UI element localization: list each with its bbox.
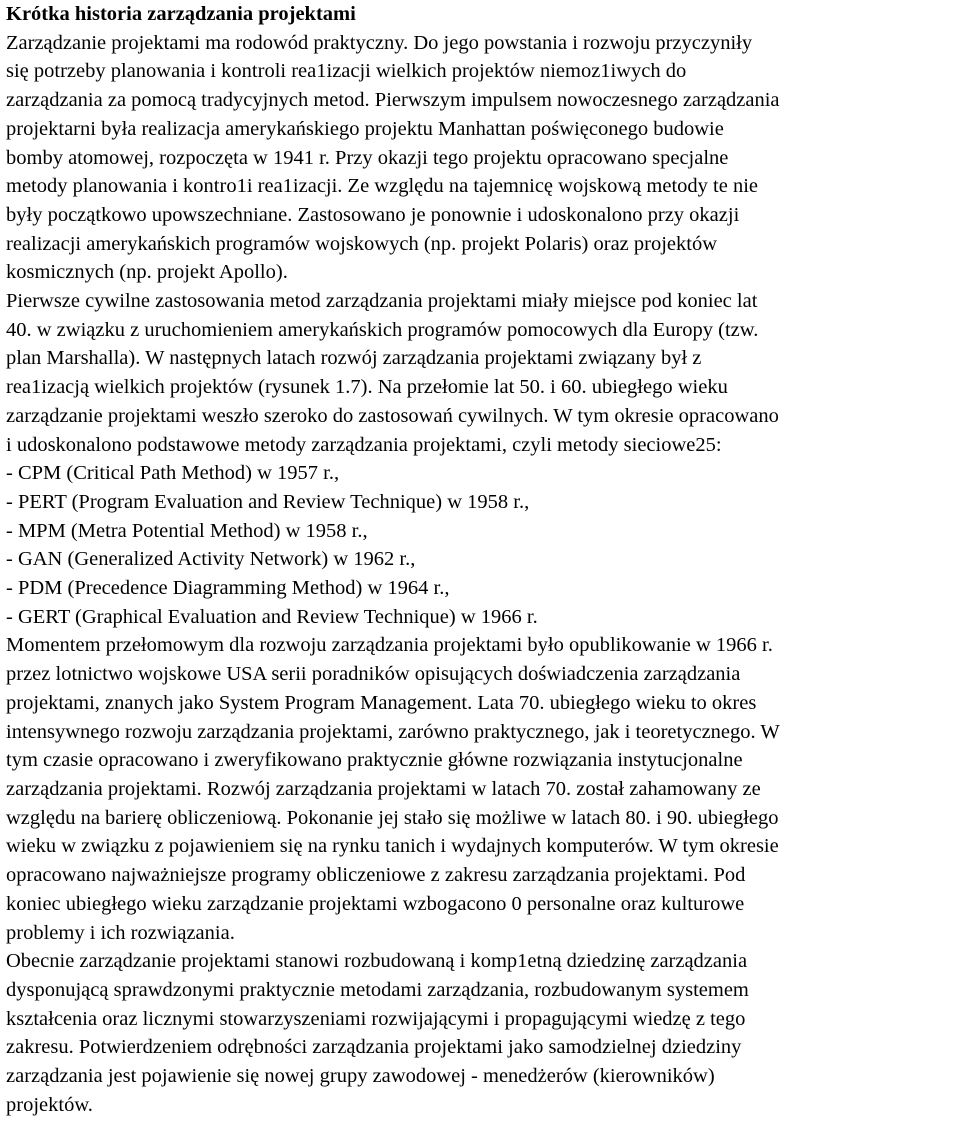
- text-line: problemy i ich rozwiązania.: [6, 921, 235, 944]
- text-line: Obecnie zarządzanie projektami stanowi rozbudowaną i komp1etną dziedzinę zarządzania: [6, 950, 748, 973]
- text-line: - PDM (Precedence Diagramming Method) w 1964 r.,: [6, 577, 450, 600]
- text-line: się potrzeby planowania i kontroli rea1izacji wielkich projektów niemoz1iwych do: [6, 60, 687, 83]
- text-line: koniec ubiegłego wieku zarządzanie projektami wzbogacono 0 personalne oraz kulturowe: [6, 892, 745, 915]
- document-page: [6, 0, 958, 1119]
- text-line: projektów.: [6, 1093, 93, 1116]
- text-line: projektarni była realizacja amerykańskiego projektu Manhattan poświęconego budowie: [6, 117, 724, 140]
- text-line: projektami, znanych jako System Program Management. Lata 70. ubiegłego wieku to okres: [6, 691, 757, 714]
- text-line: wieku w związku z pojawieniem się na rynku tanich i wydajnych komputerów. W tym okresie: [6, 835, 779, 858]
- text-line: były początkowo upowszechniane. Zastosowano je ponownie i udoskonalono przy okazji: [6, 203, 740, 226]
- text-line: - PERT (Program Evaluation and Review Technique) w 1958 r.,: [6, 490, 530, 513]
- text-line: 40. w związku z uruchomieniem amerykańskich programów pomocowych dla Europy (tzw.: [6, 318, 759, 341]
- text-line: - GERT (Graphical Evaluation and Review Technique) w 1966 r.: [6, 605, 538, 628]
- text-line: kształcenia oraz licznymi stowarzyszeniami rozwijającymi i propagującymi wiedzę z tego: [6, 1007, 746, 1030]
- document-title: Krótka historia zarządzania projektami: [6, 3, 356, 25]
- text-line: dysponującą sprawdzonymi praktycznie metodami zarządzania, rozbudowanym systemem: [6, 978, 749, 1001]
- document-body: [6, 29, 958, 1120]
- text-line: bomby atomowej, rozpoczęta w 1941 r. Przy okazji tego projektu opracowano specjalne: [6, 146, 729, 169]
- text-line: tym czasie opracowano i zweryfikowano praktycznie główne rozwiązania instytucjonalne: [6, 749, 743, 772]
- text-line: Momentem przełomowym dla rozwoju zarządzania projektami było opublikowanie w 1966 r.: [6, 634, 773, 657]
- text-line: - MPM (Metra Potential Method) w 1958 r.,: [6, 519, 368, 542]
- text-line: kosmicznych (np. projekt Apollo).: [6, 261, 288, 284]
- text-line: metody planowania i kontro1i rea1izacji. Ze względu na tajemnicę wojskową metody te nie: [6, 175, 758, 198]
- text-line: - GAN (Generalized Activity Network) w 1962 r.,: [6, 548, 416, 571]
- text-line: przez lotnictwo wojskowe USA serii poradników opisujących doświadczenia zarządzania: [6, 663, 741, 686]
- text-line: realizacji amerykańskich programów wojskowych (np. projekt Polaris) oraz projektów: [6, 232, 718, 255]
- text-line: rea1izacją wielkich projektów (rysunek 1.7). Na przełomie lat 50. i 60. ubiegłego wieku: [6, 376, 728, 399]
- text-line: Pierwsze cywilne zastosowania metod zarządzania projektami miały miejsce pod koniec lat: [6, 290, 758, 313]
- text-line: opracowano najważniejsze programy obliczeniowe z zakresu zarządzania projektami. Pod: [6, 864, 746, 887]
- text-line: zarządzania jest pojawienie się nowej grupy zawodowej - menedżerów (kierowników): [6, 1065, 715, 1088]
- text-line: zakresu. Potwierdzeniem odrębności zarządzania projektami jako samodzielnej dziedziny: [6, 1036, 742, 1059]
- text-line: intensywnego rozwoju zarządzania projektami, zarówno praktycznego, jak i teoretycznego. W: [6, 720, 780, 743]
- text-line: zarządzania projektami. Rozwój zarządzania projektami w latach 70. został zahamowany ze: [6, 777, 761, 800]
- text-line: względu na barierę obliczeniową. Pokonanie jej stało się możliwe w latach 80. i 90. ubiegłego: [6, 806, 779, 829]
- text-line: plan Marshalla). W następnych latach rozwój zarządzania projektami związany był z: [6, 347, 702, 370]
- text-line: i udoskonalono podstawowe metody zarządzania projektami, czyli metody sieciowe25:: [6, 433, 722, 456]
- text-line: Zarządzanie projektami ma rodowód praktyczny. Do jego powstania i rozwoju przyczyniły: [6, 31, 753, 54]
- text-line: zarządzania za pomocą tradycyjnych metod. Pierwszym impulsem nowoczesnego zarządzania: [6, 89, 780, 112]
- text-line: - CPM (Critical Path Method) w 1957 r.,: [6, 462, 340, 485]
- text-line: zarządzanie projektami weszło szeroko do zastosowań cywilnych. W tym okresie opracowano: [6, 404, 779, 427]
